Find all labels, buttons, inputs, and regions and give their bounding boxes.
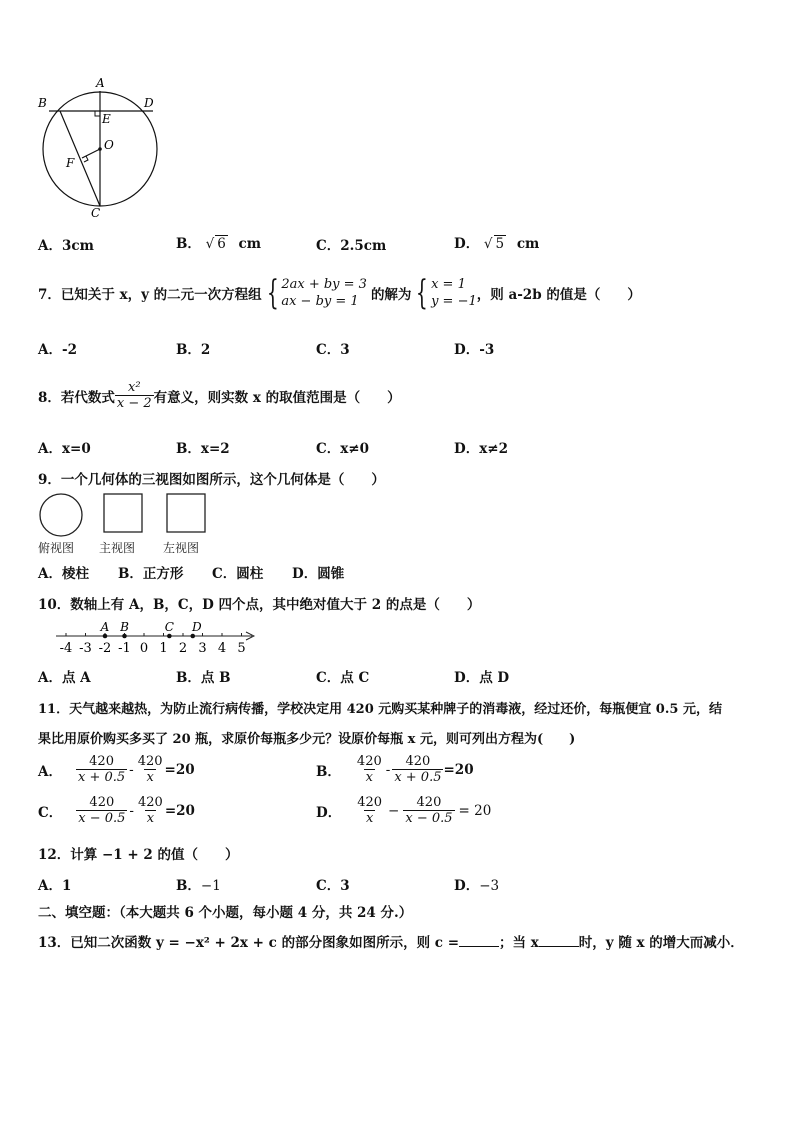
segment-of	[82, 149, 100, 158]
label-o: O	[104, 138, 114, 152]
tick-label: -2	[98, 641, 112, 656]
tick-label: 0	[139, 641, 149, 656]
q10-option-b: B．点 B	[176, 670, 231, 686]
q9-option-a: A．棱柱	[38, 566, 89, 582]
q6-option-b: B． √ 6 cm	[176, 236, 262, 252]
tick-label: 5	[237, 641, 246, 656]
q9-option-d: D．圆锥	[292, 566, 345, 582]
section-2-heading: 二、填空题：（本大题共 6 个小题，每小题 4 分，共 24 分.）	[38, 905, 413, 921]
point-label-a: A	[100, 620, 110, 634]
q12-option-a: A．1	[38, 878, 72, 894]
q7-equation-system: { 2ax + by = 3 ax − by = 1	[266, 273, 367, 313]
label-d: D	[144, 96, 154, 110]
q13-blank-x[interactable]	[539, 946, 579, 947]
point-c	[167, 634, 172, 639]
top-view-caption: 俯视图	[38, 541, 75, 555]
q10-option-a: A．点 A	[38, 670, 91, 686]
point-b	[122, 634, 127, 639]
radical-5: 5	[495, 236, 505, 252]
label-a: A	[96, 76, 105, 90]
q8-option-d: D．x≠2	[454, 441, 508, 457]
q12-option-c: C．3	[316, 878, 350, 894]
q9-option-b: B．正方形	[118, 566, 184, 582]
q8-fraction: $\frac{\text{x²}}{x - 2}$	[116, 380, 152, 411]
q11-option-d: D． $\frac{420}{x}$ − $\frac{420}{x - 0.5}$ = 20	[316, 795, 492, 826]
q10-stem: 10．数轴上有 A，B，C，D 四个点，其中绝对值大于 2 的点是（ ）	[38, 597, 481, 613]
top-view-circle	[40, 494, 82, 536]
point-label-c: C	[164, 620, 174, 634]
q7-stem: 7．已知关于 x，y 的二元一次方程组 { 2ax + by = 3 ax − by = 1 的解为 { x = 1 y = −1 ，则 a-2b 的值是（ ）	[38, 273, 641, 313]
right-angle-e	[95, 111, 100, 116]
q11-option-c: C． $\frac{420}{x - 0.5}$ - $\frac{420}{x}$ =20	[38, 795, 195, 826]
tick-label: -1	[118, 641, 131, 656]
q6-option-a: A．3cm	[38, 238, 94, 254]
q7-option-d: D．-3	[454, 342, 495, 358]
q8-stem: 8．若代数式 $\frac{\text{x²}}{x - 2}$ 有意义，则实数 x 的取值范围是（ ）	[38, 380, 401, 411]
q7-solution-system: { x = 1 y = −1	[416, 273, 477, 313]
q11-stem-line1: 11．天气越来越热，为防止流行病传播，学校决定用 420 元购买某种牌子的消毒液，经过还价，每瓶便宜 0.5 元，结	[38, 702, 722, 717]
label-f: F	[66, 156, 75, 170]
q13-blank-c[interactable]	[459, 946, 499, 947]
side-view-caption: 左视图	[163, 541, 200, 555]
q12-stem: 12．计算 −1 + 2 的值（ ）	[38, 847, 239, 863]
tick-label: 1	[159, 641, 168, 656]
label-e: E	[102, 112, 111, 126]
q6-option-d: D． √ 5 cm	[454, 236, 540, 252]
center-dot	[98, 147, 102, 151]
front-view-caption: 主视图	[99, 541, 136, 555]
q7-option-a: A．-2	[38, 342, 77, 358]
q8-option-c: C．x≠0	[316, 441, 370, 457]
q10-number-line	[52, 616, 262, 656]
q12-option-d: D．−3	[454, 878, 500, 894]
q13-stem: 13．已知二次函数 y = −x² + 2x + c 的部分图象如图所示，则 c = ；当 x 时，y 随 x 的增大而减小．	[38, 935, 744, 951]
q6-option-c: C．2.5cm	[316, 238, 387, 254]
q8-option-a: A．x=0	[38, 441, 91, 457]
point-label-b: B	[120, 620, 129, 634]
label-b: B	[38, 96, 47, 110]
tick-label: -3	[79, 641, 92, 656]
point-label-d: D	[191, 620, 202, 634]
tick-label: -4	[59, 641, 73, 656]
front-view-square	[104, 494, 142, 532]
radical-6: 6	[217, 236, 226, 252]
side-view-square	[167, 494, 205, 532]
q11-stem-line2: 果比用原价购买多买了 20 瓶，求原价每瓶多少元？设原价每瓶 x 元，则可列出方程为( )	[38, 732, 576, 747]
q9-option-c: C．圆柱	[212, 566, 264, 582]
q8-option-b: B．x=2	[176, 441, 230, 457]
q7-option-c: C．3	[316, 342, 350, 358]
q10-option-d: D．点 D	[454, 670, 510, 686]
q9-stem: 9．一个几何体的三视图如图所示，这个几何体是（ ）	[38, 472, 385, 488]
q10-option-c: C．点 C	[316, 670, 370, 686]
q7-option-b: B．2	[176, 342, 211, 358]
tick-label: 2	[178, 641, 188, 656]
point-d	[190, 634, 195, 639]
tick-label: 4	[217, 641, 227, 656]
q12-option-b: B．−1	[176, 878, 221, 894]
point-a	[103, 634, 108, 639]
label-c: C	[91, 206, 101, 220]
tick-label: 3	[198, 641, 207, 656]
q11-option-a: A． $\frac{420}{x + 0.5}$ - $\frac{420}{x}$ =20	[38, 754, 195, 785]
q11-option-b: B． $\frac{420}{x}$ - $\frac{420}{x + 0.5}$ =20	[316, 754, 474, 785]
q6-circle-figure	[36, 74, 162, 220]
q9-three-views	[38, 492, 218, 538]
